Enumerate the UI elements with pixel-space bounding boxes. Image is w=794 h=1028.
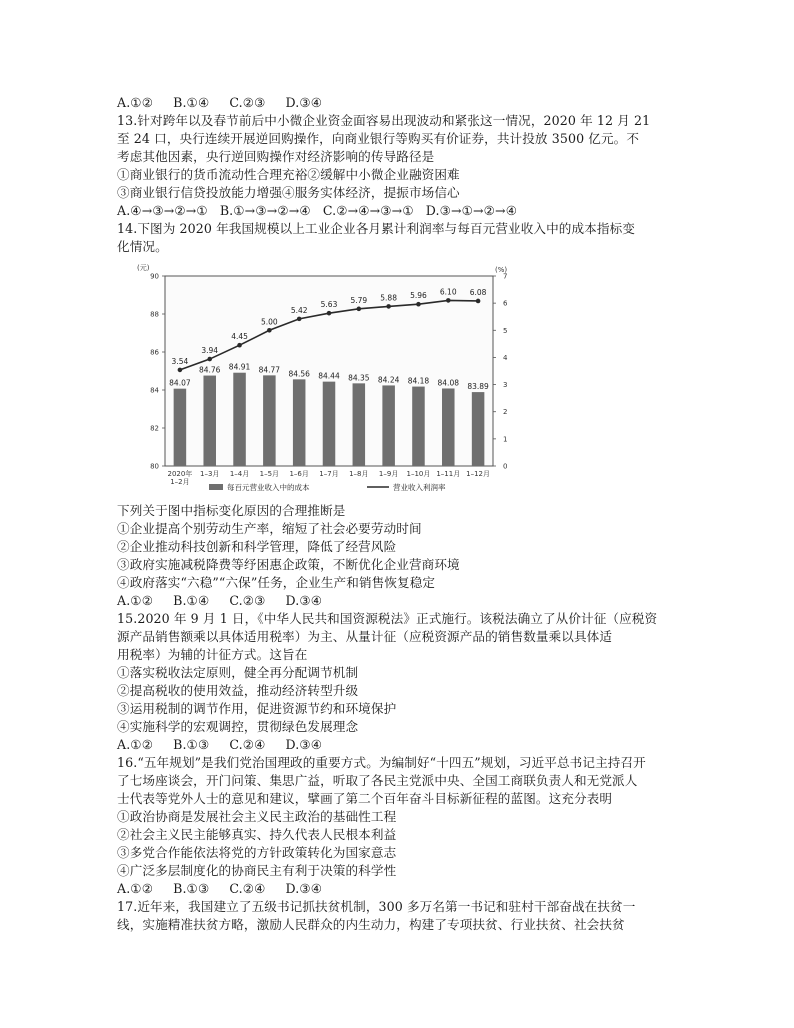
left-tick-label: 82	[150, 424, 159, 433]
cost-bar	[323, 382, 336, 466]
cost-bar	[442, 388, 455, 466]
cost-bar-label: 84.77	[258, 365, 281, 375]
x-tick-label: 1–12月	[466, 470, 491, 478]
q13-line: 至 24 口，央行连续开展逆回购操作，向商业银行等购买有价证券，共计投放 3500 亿元。不	[117, 131, 640, 146]
q14-option-b: B.①④	[173, 593, 210, 608]
cost-bar-label: 84.18	[407, 376, 430, 386]
profit-rate-label: 3.94	[201, 346, 219, 356]
q14-option-c: C.②③	[229, 593, 266, 608]
cost-bar	[412, 387, 425, 466]
q15-line: ②提高税收的使用效益，推动经济转型升级	[117, 683, 359, 698]
q14-line: ②企业推动科技创新和科学管理，降低了经营风险	[117, 539, 397, 554]
cost-bar	[353, 383, 366, 466]
cost-bar-label: 84.44	[318, 371, 340, 381]
q13-line: ③商业银行信贷投放能力增强④服务实体经济，提振市场信心	[117, 185, 460, 200]
q14-line: ③政府实施减税降费等纾困惠企政策，不断优化企业营商环境	[117, 557, 460, 572]
x-tick-label: 1–10月	[406, 470, 431, 478]
legend-bar-swatch	[209, 484, 223, 490]
left-tick-label: 84	[150, 386, 159, 395]
q13-option-b: B.①→③→②→④	[219, 203, 311, 218]
profit-rate-point	[357, 307, 362, 312]
cost-bar	[472, 392, 485, 466]
q15-line: 用税率）为辅的计征方式。这旨在	[117, 647, 308, 662]
cost-bar-label: 84.08	[437, 378, 460, 388]
x-tick-label: 1–5月	[259, 470, 280, 478]
q14-option-d: D.③④	[285, 593, 323, 608]
q15-option-c: C.②④	[229, 737, 266, 752]
cost-bar-label: 84.91	[228, 362, 251, 372]
profit-rate-label: 6.08	[469, 287, 487, 297]
cost-bar-label: 83.89	[467, 382, 489, 392]
legend-bar-label: 每百元营业收入中的成本	[227, 483, 310, 492]
q16-line: 了七场座谈会，开门问策、集思广益，听取了各民主党派中央、全国工商联负责人和无党派人	[117, 773, 638, 788]
right-tick-label: 1	[503, 435, 508, 444]
profit-rate-label: 6.10	[439, 287, 457, 297]
cost-bar-label: 84.56	[288, 369, 310, 379]
q14-line: ④政府落实“六稳”“六保”任务，企业生产和销售恢复稳定	[117, 575, 436, 590]
q16-options	[117, 880, 687, 898]
profit-rate-label: 5.79	[350, 295, 368, 305]
q12-option-a: A.①②	[117, 95, 154, 110]
right-tick-label: 2	[503, 408, 508, 417]
x-tick-label: 1–11月	[436, 470, 461, 478]
profit-rate-label: 5.42	[290, 305, 308, 315]
q12-option-c: C.②③	[229, 95, 266, 110]
cost-bar	[263, 375, 276, 466]
q16-line: ③多党合作能依法将党的方针政策转化为国家意志	[117, 845, 397, 860]
left-tick-label: 88	[150, 310, 159, 319]
q15-line: 15.2020 年 9 月 1 日，《中华人民共和国资源税法》正式施行。该税法确立了从价计征（应税资	[117, 611, 658, 626]
right-tick-label: 3	[503, 381, 508, 390]
right-tick-label: 4	[503, 353, 508, 362]
profit-rate-label: 3.54	[171, 356, 189, 366]
profit-rate-point	[446, 298, 451, 303]
q16-line: 16.“五年规划”是我们党治国理政的重要方式。为编制好“十四五”规划，习近平总书记主持召开	[117, 755, 646, 770]
profit-rate-label: 5.00	[261, 317, 278, 327]
right-axis-unit: (%)	[495, 266, 508, 274]
right-tick-label: 6	[503, 299, 508, 308]
q15-line: ④实施科学的宏观调控，贯彻绿色发展理念	[117, 719, 359, 734]
x-tick-label: 1–3月	[200, 470, 220, 478]
profit-rate-label: 5.63	[320, 300, 338, 310]
profit-rate-point	[476, 299, 481, 304]
q12-options	[117, 94, 687, 112]
cost-bar	[382, 385, 395, 466]
q12-option-b: B.①④	[173, 95, 210, 110]
chart-svg	[117, 258, 517, 498]
right-tick-label: 0	[503, 462, 508, 471]
q16-line: 士代表等党外人士的意见和建议，擘画了第二个百年奋斗目标新征程的蓝图。这充分表明	[117, 791, 613, 806]
q13-line: ①商业银行的货币流动性合理充裕②缓解中小微企业融资困难	[117, 167, 460, 182]
q17-line: 线，实施精准扶贫方略，激励人民群众的内生动力，构建了专项扶贫、行业扶贫、社会扶贫	[117, 917, 625, 932]
q16-line: ②社会主义民主能够真实、持久代表人民根本利益	[117, 827, 397, 842]
x-tick-label: 1–8月	[349, 470, 369, 478]
profit-rate-label: 4.45	[231, 332, 248, 342]
q14-line: ①企业提高个别劳动生产率，缩短了社会必要劳动时间	[117, 521, 422, 536]
left-tick-label: 90	[150, 272, 159, 281]
right-tick-label: 7	[503, 272, 508, 281]
q15-option-a: A.①②	[117, 737, 154, 752]
q16-line: ④广泛多层制度化的协商民主有利于决策的科学性	[117, 863, 397, 878]
q13-option-d: D.③→①→②→④	[425, 203, 518, 218]
profit-rate-point	[416, 302, 421, 307]
profit-rate-label: 5.88	[380, 293, 397, 303]
cost-bar	[233, 373, 246, 466]
x-tick-label: 1–4月	[229, 470, 250, 478]
x-tick-label: 1–2月	[170, 478, 190, 486]
profit-cost-chart	[117, 258, 517, 498]
profit-rate-point	[178, 368, 183, 373]
q13-option-a: A.④→③→②→①	[117, 203, 208, 218]
q15-options	[117, 736, 687, 754]
q12-option-d: D.③④	[285, 95, 323, 110]
q16-option-b: B.①③	[173, 881, 210, 896]
q13-line: 13.针对跨年以及春节前后中小微企业资金面容易出现波动和紧张这一情况，2020 年 12 月 21	[117, 113, 651, 128]
profit-rate-point	[207, 357, 212, 362]
q13-option-c: C.②→④→③→①	[322, 203, 414, 218]
left-tick-label: 86	[150, 348, 159, 357]
q16-line: ①政治协商是发展社会主义民主政治的基础性工程	[117, 809, 397, 824]
profit-rate-point	[297, 317, 302, 322]
profit-rate-label: 5.96	[410, 291, 427, 301]
profit-rate-point	[386, 304, 391, 309]
q15-option-b: B.①③	[173, 737, 210, 752]
cost-bar-label: 84.76	[198, 365, 221, 375]
q13-line: 考虑其他因素，央行逆回购操作对经济影响的传导路径是	[117, 149, 435, 164]
cost-bar-label: 84.07	[169, 378, 191, 388]
q15-line: ①落实税收法定原则，健全再分配调节机制	[117, 665, 359, 680]
cost-bar	[174, 389, 187, 466]
profit-rate-point	[267, 328, 272, 333]
cost-bar	[203, 376, 216, 466]
legend-line-label: 营业收入利润率	[393, 483, 446, 492]
profit-rate-point	[237, 343, 242, 348]
q15-line: ③运用税制的调节作用，促进资源节约和环境保护	[117, 701, 397, 716]
q17-line: 17.近年来，我国建立了五级书记抓扶贫机制，300 多万名第一书记和驻村干部奋战在扶贫一	[117, 899, 636, 914]
x-tick-label: 1–9月	[378, 470, 399, 478]
q14-line: 下列关于图中指标变化原因的合理推断是	[117, 503, 346, 518]
left-axis-unit: (元)	[137, 264, 150, 272]
q14-line: 化情况。	[117, 239, 168, 254]
x-tick-label: 2020年	[167, 470, 193, 478]
cost-bar-label: 84.24	[377, 375, 400, 385]
x-tick-label: 1–7月	[319, 470, 339, 478]
cost-bar	[293, 379, 306, 466]
profit-rate-point	[327, 311, 332, 316]
left-tick-label: 80	[150, 462, 159, 471]
q16-option-c: C.②④	[229, 881, 266, 896]
x-tick-label: 1–6月	[289, 470, 309, 478]
q13-options	[117, 202, 687, 220]
q16-option-a: A.①②	[117, 881, 154, 896]
q15-option-d: D.③④	[285, 737, 323, 752]
right-tick-label: 5	[503, 326, 508, 335]
q15-line: 源产品销售额乘以具体适用税率）为主、从量计征（应税资源产品的销售数量乘以具体适	[117, 629, 613, 644]
q14-option-a: A.①②	[117, 593, 154, 608]
q14-line: 14.下图为 2020 年我国规模以上工业企业各月累计利润率与每百元营业收入中的成本指标变	[117, 221, 635, 236]
q16-option-d: D.③④	[285, 881, 323, 896]
cost-bar-label: 84.35	[348, 373, 370, 383]
q14-options	[117, 592, 687, 610]
